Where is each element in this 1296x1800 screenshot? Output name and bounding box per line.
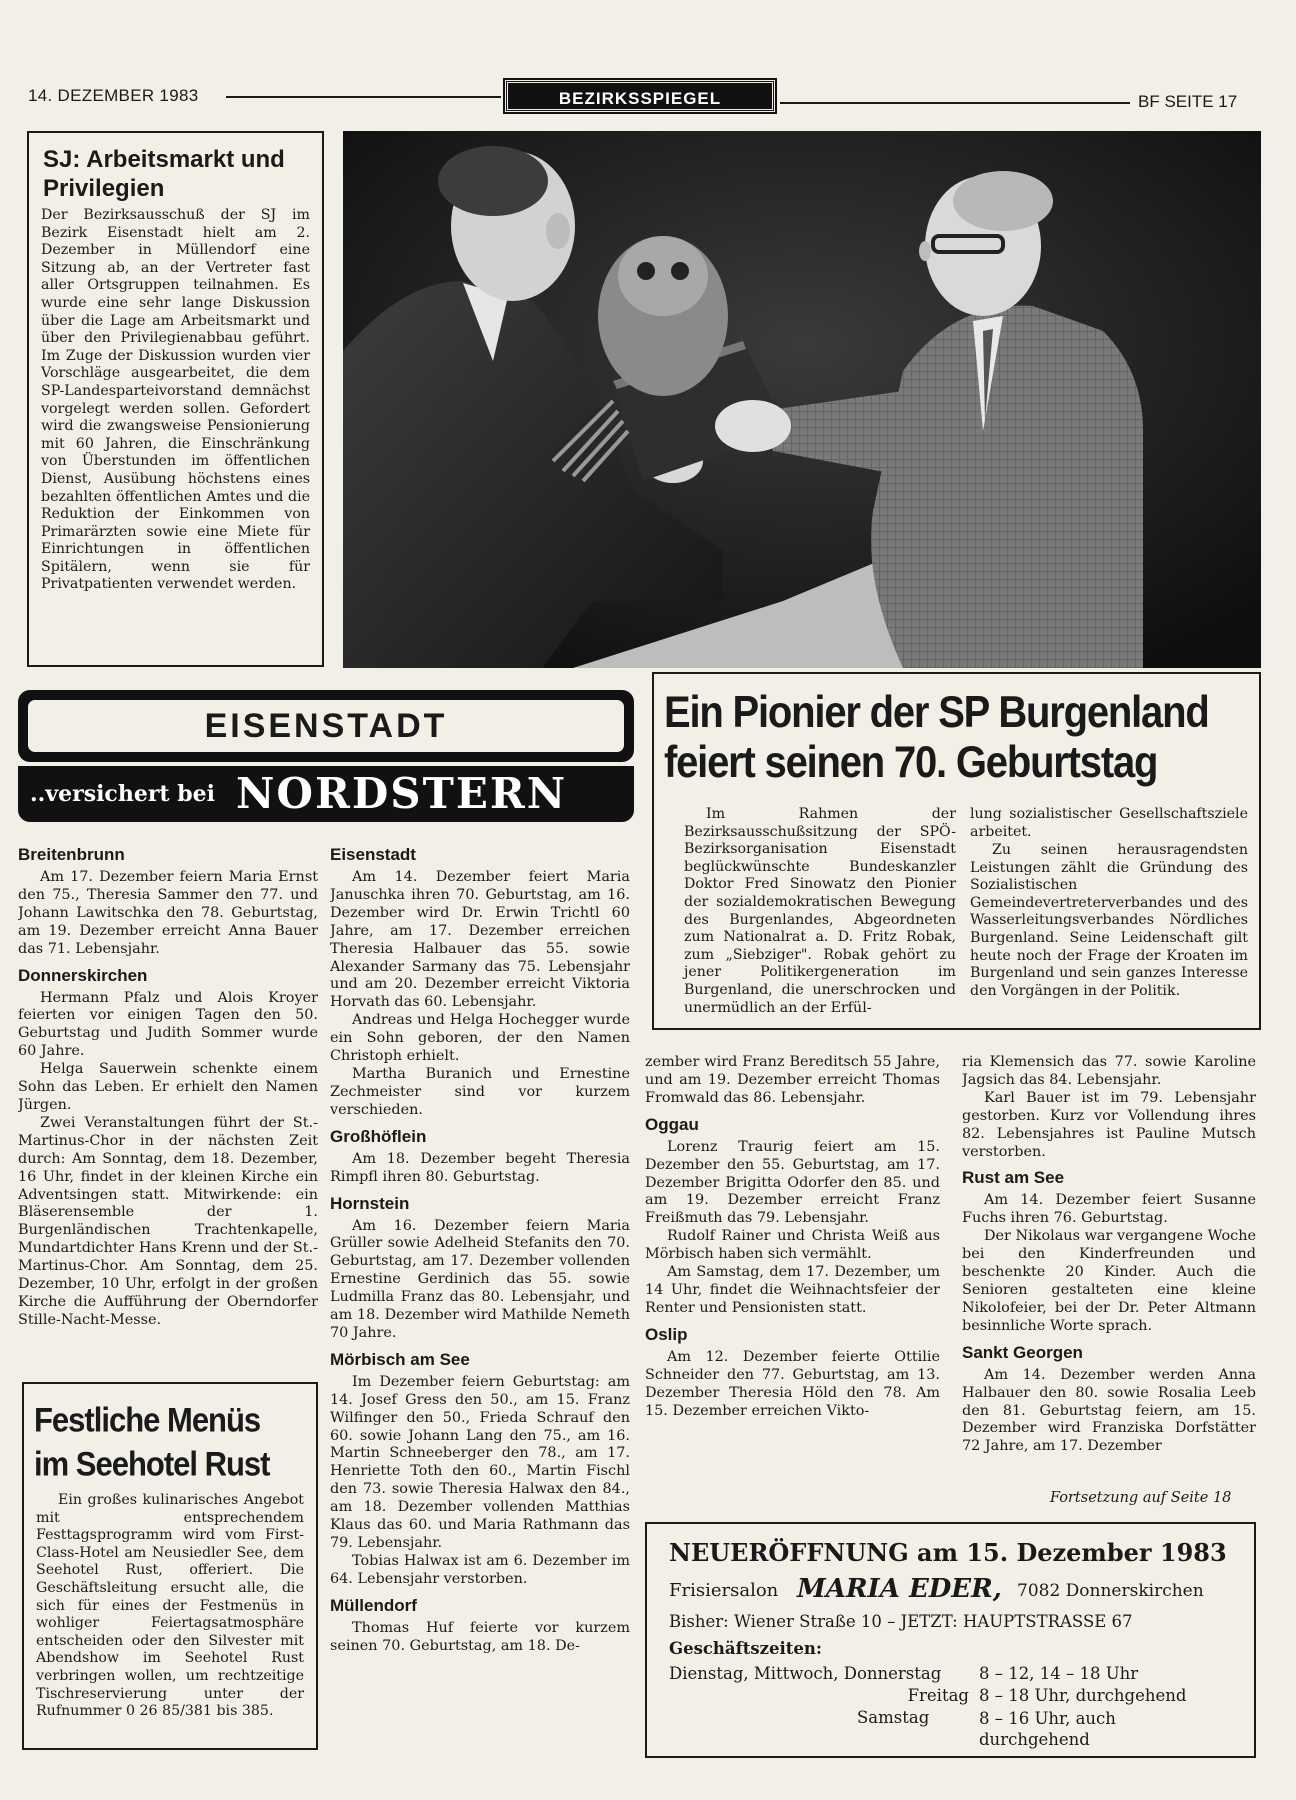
- locality-heading: Eisenstadt: [330, 845, 416, 864]
- column-d: [962, 1054, 1256, 1494]
- eder-hours-row-3-days: Samstag: [857, 1708, 930, 1727]
- eder-hours-row-1-time: 8 – 12, 14 – 18 Uhr: [979, 1664, 1139, 1683]
- pioneer-article-box: [652, 672, 1261, 1030]
- sj-article-title: SJ: Arbeitsmarkt und Privilegien: [43, 146, 285, 202]
- news-paragraph: Am 12. Dezember feierte Ottilie Schneider den 77. Geburtstag, am 13. Dezember Theresia Höld den 78. Am 15. Dezember erreichen Vikto-: [645, 1348, 940, 1419]
- pioneer-col1: Im Rahmen der Bezirksausschußsitzung der SPÖ-Bezirksorganisation Eisenstadt beglückwünschte Bundeskanzler Doktor Fred Sinowatz den Pionier der sozialdemokratischen Bewegung des Burgenlandes, Abgeordneten zum Nationalrat a. D. Fritz Robak, zum „Siebziger". Robak gehört zu jener Politikergeneration im Burgenland, die unerschrocken und unermüdlich an der Erfül-: [684, 806, 956, 1016]
- news-paragraph: Am 18. Dezember begeht Theresia Rimpfl ihren 80. Geburtstag.: [330, 1150, 630, 1185]
- press-photo: [343, 131, 1261, 668]
- pioneer-title-line1: Ein Pionier der SP Burgenland: [664, 688, 1209, 738]
- news-paragraph: Am 14. Dezember feiert Maria Januschka ihren 70. Geburtstag, am 16. Dezember wird Dr. Erwin Trichtl 60 Jahre, am 17. Dezember erreichen Theresia Halbauer das 55. sowie Alexander Sarmany das 75. Lebensjahr und am 20. Dezember erreicht Viktoria Horvath das 60. Lebensjahr.: [330, 869, 630, 1011]
- seehotel-body: Ein großes kulinarisches Angebot mit entsprechendem Festtagsprogramm wird vom First-Class-Hotel am Neusiedler See, dem Seehotel Rust, offeriert. Die Geschäftsleitung ersucht alle, die sich für eines der Festmenüs in wohliger Feiertagsatmosphäre entscheiden oder den Silvester mit Abendshow im Seehotel Rust verbringen wollen, um rechtzeitige Tischreservierung unter der Rufnummer 0 26 85/381 bis 385.: [36, 1492, 304, 1720]
- news-paragraph: Hermann Pfalz und Alois Kroyer feierten vor einigen Tagen den 50. Geburtstag und Judith Sommer wurde 60 Jahre.: [18, 989, 318, 1060]
- pioneer-col2-p2: Zu seinen herausragendsten Leistungen zählt die Gründung des Sozialistischen Gemeindevertreterverbandes und des Wasserleitungsverbandes Nördliches Burgenland. Seine Leidenschaft gilt heute noch der Frage der Kroaten im Burgenland und sein ganzes Interesse den Vorgängen in der Politik.: [970, 842, 1248, 999]
- locality-heading: Oggau: [645, 1114, 699, 1134]
- news-paragraph: Thomas Huf feierte vor kurzem seinen 70. Geburtstag, am 18. De-: [330, 1619, 630, 1654]
- news-paragraph: Helga Sauerwein schenkte einem Sohn das Leben. Er erhielt den Namen Jürgen.: [18, 1061, 318, 1113]
- news-paragraph: Karl Bauer ist im 79. Lebensjahr gestorben. Kurz vor Vollendung ihres 82. Lebensjahres ist Pauline Mutsch verstorben.: [962, 1089, 1256, 1160]
- news-paragraph: ria Klemensich das 77. sowie Karoline Jagsich das 84. Lebensjahr.: [962, 1054, 1256, 1088]
- news-paragraph: Am 14. Dezember feiert Susanne Fuchs ihren 76. Geburtstag.: [962, 1192, 1256, 1227]
- sj-article-body: Der Bezirksausschuß der SJ im Bezirk Eisenstadt hielt am 2. Dezember in Müllendorf eine Sitzung ab, an der Vertreter fast aller Ortsgruppen teilnahmen. Es wurde eine sehr lange Diskussion über die Lage am Arbeitsmarkt und über den Privilegienabbau geführt. Im Zuge der Diskussion wurden vier Vorschläge ausgearbeitet, die dem SP-Landesparteivorstand demnächst vorgelegt werden sollen. Gefordert wird die zwangsweise Pensionierung mit 60 Jahren, die Einschränkung von Überstunden im öffentlichen Dienst, Ausübung höchstens eines bezahlten öffentlichen Amtes und die Reduktion der Einkommen von Primarärzten sowie eine Miete für Einrichtungen in öffentlichen Spitälern, wenn sie für Privatpatienten verwendet werden.: [41, 207, 310, 593]
- page-number: BF SEITE 17: [1138, 92, 1238, 111]
- news-paragraph: Rudolf Rainer und Christa Weiß aus Mörbisch haben sich vermählt.: [645, 1228, 940, 1263]
- locality-heading: Breitenbrunn: [18, 845, 125, 864]
- pioneer-title-line2: feiert seinen 70. Geburtstag: [664, 738, 1158, 788]
- eder-headline: NEUERÖFFNUNG am 15. Dezember 1983: [669, 1538, 1227, 1567]
- locality-heading: Mörbisch am See: [330, 1349, 470, 1369]
- section-label: BEZIRKSSPIEGEL: [505, 80, 775, 112]
- column-b: [330, 838, 630, 1758]
- news-paragraph: Im Dezember feiern Geburtstag: am 14. Josef Gress den 50., am 15. Franz Wilfinger den 50., Frieda Schrauf den 60. sowie Johann Lang den 75., am 16. Martin Schneeberger den 78., am 17. Henriette Toth den 60., Martin Fischl den 73. sowie Theresia Halwax den 84., am 18. Dezember vollenden Matthias Klaus das 60. und Maria Rathmann das 79. Lebensjahr.: [330, 1373, 630, 1551]
- news-paragraph: Der Nikolaus war vergangene Woche bei den Kinderfreunden und beschenkte 20 Kinder. Auch die Senioren gestalteten eine kleine Nikolofeier, bei der Dr. Peter Altmann besinnliche Worte sprach.: [962, 1228, 1256, 1334]
- column-a: [18, 838, 318, 1378]
- press-photo-icon: [343, 131, 1261, 668]
- eisenstadt-title: EISENSTADT: [204, 707, 448, 745]
- seehotel-title-line1: Festliche Menüs: [34, 1400, 261, 1440]
- news-paragraph: Am Samstag, dem 17. Dezember, um 14 Uhr, findet die Weihnachtsfeier der Renter und Pensionisten statt.: [645, 1264, 940, 1316]
- eder-address: Bisher: Wiener Straße 10 – JETZT: HAUPTSTRASSE 67: [669, 1612, 1133, 1631]
- news-paragraph: zember wird Franz Bereditsch 55 Jahre, und am 19. Dezember erreicht Thomas Fromwald das 86. Lebensjahr.: [645, 1054, 940, 1106]
- eder-salon-label: Frisiersalon: [669, 1580, 779, 1601]
- column-c: [645, 1054, 940, 1524]
- news-paragraph: Tobias Halwax ist am 6. Dezember im 64. Lebensjahr verstorben.: [330, 1552, 630, 1587]
- news-paragraph: Andreas und Helga Hochegger wurde ein Sohn geboren, der den Namen Christoph erhielt.: [330, 1012, 630, 1065]
- locality-heading: Hornstein: [330, 1193, 410, 1213]
- eder-hours-row-1-days: Dienstag, Mittwoch, Donnerstag: [669, 1664, 942, 1683]
- eisenstadt-banner: [18, 690, 634, 830]
- nordstern-name: NORDSTERN: [236, 769, 568, 818]
- sj-article-box: [27, 131, 324, 667]
- locality-heading: Oslip: [645, 1324, 688, 1344]
- news-paragraph: Martha Buranich und Ernestine Zechmeister sind vor kurzem verschieden.: [330, 1065, 630, 1118]
- news-paragraph: Lorenz Traurig feiert am 15. Dezember den 55. Geburtstag, am 17. Dezember Brigitta Odorfer den 85. und am 19. Dezember erreicht Franz Freißmuth das 79. Lebensjahr.: [645, 1138, 940, 1227]
- eder-hours-title: Geschäftszeiten:: [669, 1639, 822, 1658]
- eder-hours-row-2-days: Freitag: [907, 1686, 969, 1705]
- continuation-note: Fortsetzung auf Seite 18: [1050, 1490, 1232, 1506]
- news-paragraph: Am 14. Dezember werden Anna Halbauer den 80. sowie Rosalia Leeb den 81. Geburtstag feiern, am 15. Dezember wird Franziska Dorfstätter 72 Jahre, am 17. Dezember: [962, 1366, 1256, 1455]
- header-rule-right: [780, 102, 1130, 104]
- locality-heading: Großhöflein: [330, 1126, 427, 1146]
- header-rule-left: [226, 96, 501, 98]
- maria-eder-ad: [645, 1522, 1256, 1758]
- eder-salon-name: MARIA EDER,: [797, 1574, 1002, 1604]
- news-paragraph: Zwei Veranstaltungen führt der St.-Martinus-Chor in der nächsten Zeit durch: Am Sonntag, dem 18. Dezember, 16 Uhr, findet in der kleinen Kirche ein Adventsingen statt. Mitwirkende: ein Bläserensemble der 1. Burgenländischen Trachtenkapelle, Mundartdichter Hans Krenn und der St.-Martinus-Chor. Am Sonntag, dem 25. Dezember, 10 Uhr, erfolgt in der großen Kirche die Aufführung der Oberndorfer Stille-Nacht-Messe.: [18, 1114, 318, 1328]
- eder-hours-row-3-time: 8 – 16 Uhr, auch durchgehend: [979, 1709, 1116, 1749]
- pioneer-col2-p1: lung sozialistischer Gesellschaftsziele arbeitet.: [970, 806, 1248, 840]
- locality-heading: Müllendorf: [330, 1595, 417, 1615]
- news-paragraph: Am 17. Dezember feiern Maria Ernst den 75., Theresia Sammer den 77. und Johann Lawitschka den 78. Geburtstag, am 19. Dezember erreicht Anna Bauer das 71. Lebensjahr.: [18, 869, 318, 957]
- locality-heading: Rust am See: [962, 1168, 1065, 1188]
- locality-heading: Donnerskirchen: [18, 965, 148, 985]
- eder-hours-row-2-time: 8 – 18 Uhr, durchgehend: [979, 1686, 1187, 1705]
- issue-date: 14. DEZEMBER 1983: [28, 86, 199, 105]
- eder-salon-place: 7082 Donnerskirchen: [1017, 1581, 1204, 1601]
- locality-heading: Sankt Georgen: [962, 1342, 1083, 1362]
- seehotel-ad: [22, 1382, 318, 1750]
- news-paragraph: Am 16. Dezember feiern Maria Grüller sowie Adelheid Stefanits den 70. Geburtstag, am 17. Dezember vollenden Ernestine Gerdinich das 55. sowie Ludmilla Franz das 80. Lebensjahr, und am 18. Dezember wird Mathilde Nemeth 70 Jahre.: [330, 1217, 630, 1341]
- seehotel-title-line2: im Seehotel Rust: [34, 1444, 270, 1484]
- nordstern-prefix: ..versichert bei: [30, 781, 215, 807]
